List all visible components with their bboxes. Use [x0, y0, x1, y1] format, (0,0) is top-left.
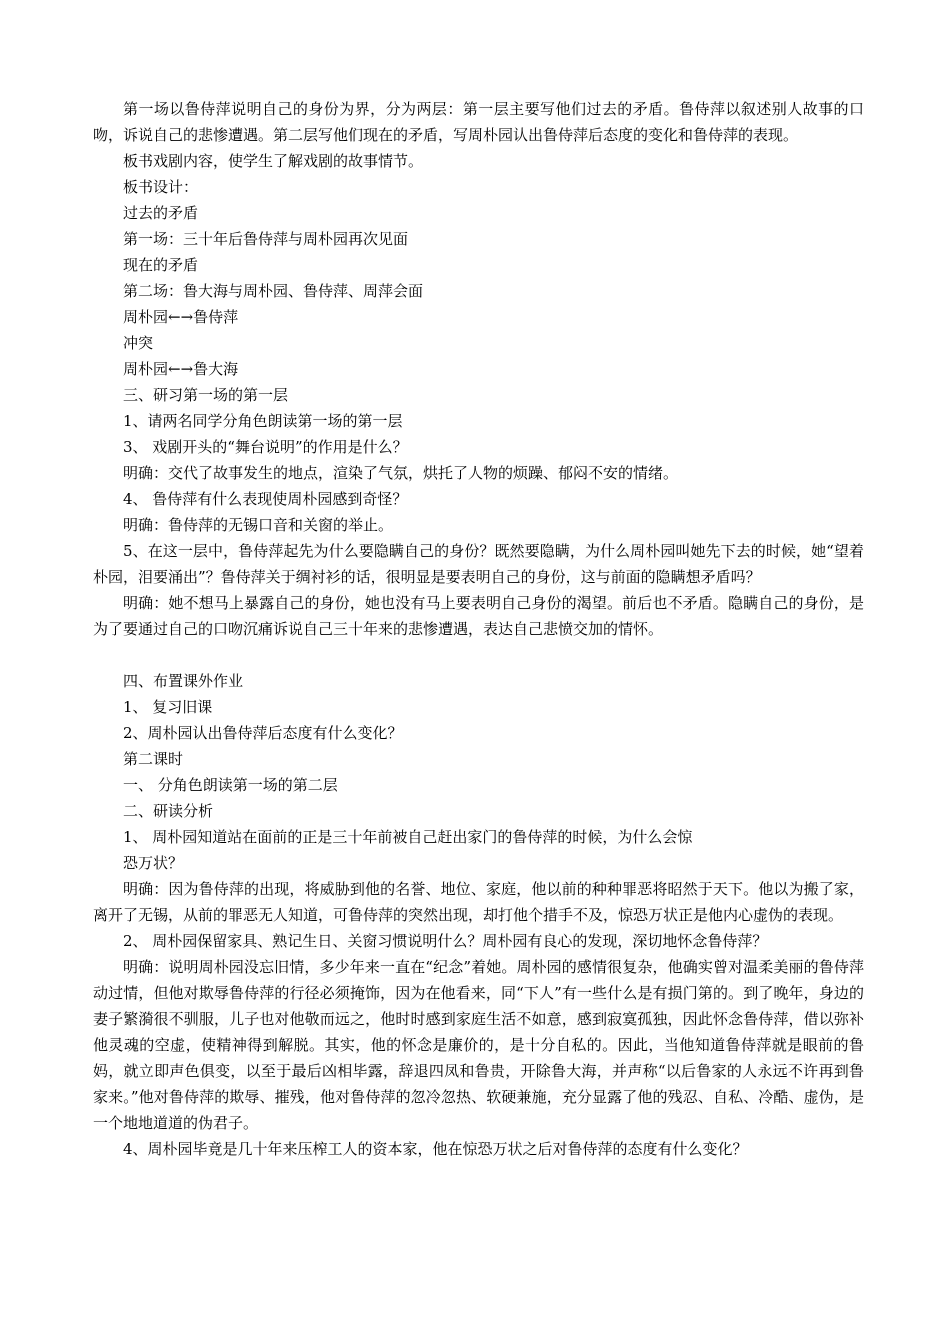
question: 4、周朴园毕竟是几十年来压榨工人的资本家，他在惊恐万状之后对鲁侍萍的态度有什么变化？	[123, 1140, 748, 1158]
answer: 明确：鲁侍萍的无锡口音和关窗的举止。	[123, 516, 394, 534]
paragraph: 周朴园←→鲁侍萍	[123, 308, 239, 326]
paragraph: 冲突	[123, 334, 154, 352]
answer: 明确：交代了故事发生的地点，渲染了气氛，烘托了人物的烦躁、郁闷不安的情绪。	[123, 464, 679, 482]
question: 1、 周朴园知道站在面前的正是三十年前被自己赶出家门的鲁侍萍的时候，为什么会惊	[123, 828, 693, 846]
section-heading: 二、研读分析	[123, 802, 214, 820]
paragraph: 现在的矛盾	[123, 256, 199, 274]
blank-line	[93, 642, 864, 668]
question: 恐万状？	[123, 854, 184, 872]
paragraph: 第二场：鲁大海与周朴园、鲁侍萍、周萍会面	[123, 282, 424, 300]
answer: 明确：她不想马上暴露自己的身份，她也没有马上要表明自己身份的渴望。前后也不矛盾。隐瞒自己的身份，是为了要通过自己的口吻沉痛诉说自己三十年来的悲惨遭遇，表达自己悲愤交加的情怀。	[93, 594, 864, 638]
question: 4、 鲁侍萍有什么表现使周朴园感到奇怪？	[123, 490, 408, 508]
question: 3、 戏剧开头的“舞台说明”的作用是什么？	[123, 438, 408, 456]
answer: 明确：因为鲁侍萍的出现，将威胁到他的名誉、地位、家庭，他以前的种种罪恶将昭然于天下。他以为搬了家，离开了无锡，从前的罪恶无人知道，可鲁侍萍的突然出现，却打他个措手不及，惊恐万状正是他内心虚伪的表现。	[93, 880, 864, 924]
paragraph: 过去的矛盾	[123, 204, 199, 222]
lesson-heading: 第二课时	[123, 750, 184, 768]
paragraph: 第一场：三十年后鲁侍萍与周朴园再次见面	[123, 230, 409, 248]
section-heading: 三、研习第一场的第一层	[123, 386, 289, 404]
document-page	[93, 96, 864, 1162]
paragraph: 1、 复习旧课	[123, 698, 213, 716]
question: 2、 周朴园保留家具、熟记生日、关窗习惯说明什么？周朴园有良心的发现，深切地怀念鲁侍萍？	[123, 932, 768, 950]
paragraph: 周朴园←→鲁大海	[123, 360, 239, 378]
section-heading: 四、布置课外作业	[123, 672, 244, 690]
section-heading: 一、 分角色朗读第一场的第二层	[123, 776, 338, 794]
paragraph: 2、周朴园认出鲁侍萍后态度有什么变化？	[123, 724, 403, 742]
answer: 明确：说明周朴园没忘旧情，多少年来一直在“纪念”着她。周朴园的感情很复杂，他确实曾对温柔美丽的鲁侍萍动过情，但他对欺辱鲁侍萍的行径必须掩饰，因为在他看来，同“下人”有一些什么是有损门第的。到了晚年，身边的妻子繁漪很不驯服，儿子也对他敬而远之，他时时感到家庭生活不如意，感到寂寞孤独，因此怀念鲁侍萍，借以弥补他灵魂的空虚，使精神得到解脱。其实，他的怀念是廉价的，是十分自私的。因此，当他知道鲁侍萍就是眼前的鲁妈，就立即声色俱变，以至于最后凶相毕露，辞退四凤和鲁贵，开除鲁大海，并声称“以后鲁家的人永远不许再到鲁家来。”他对鲁侍萍的欺辱、摧残，他对鲁侍萍的忽冷忽热、软硬兼施，充分显露了他的残忍、自私、冷酷、虚伪，是一个地地道道的伪君子。	[93, 958, 864, 1132]
paragraph: 板书戏剧内容，使学生了解戏剧的故事情节。	[123, 152, 424, 170]
paragraph: 第一场以鲁侍萍说明自己的身份为界，分为两层：第一层主要写他们过去的矛盾。鲁侍萍以叙述别人故事的口吻，诉说自己的悲惨遭遇。第二层写他们现在的矛盾，写周朴园认出鲁侍萍后态度的变化和鲁侍萍的表现。	[93, 100, 864, 144]
question: 5、在这一层中，鲁侍萍起先为什么要隐瞒自己的身份？既然要隐瞒，为什么周朴园叫她先下去的时候，她“望着朴园，泪要涌出”？鲁侍萍关于绸衬衫的话，很明显是要表明自己的身份，这与前面的隐瞒想矛盾吗？	[93, 542, 864, 586]
paragraph: 1、请两名同学分角色朗读第一场的第一层	[123, 412, 403, 430]
paragraph: 板书设计：	[123, 178, 199, 196]
